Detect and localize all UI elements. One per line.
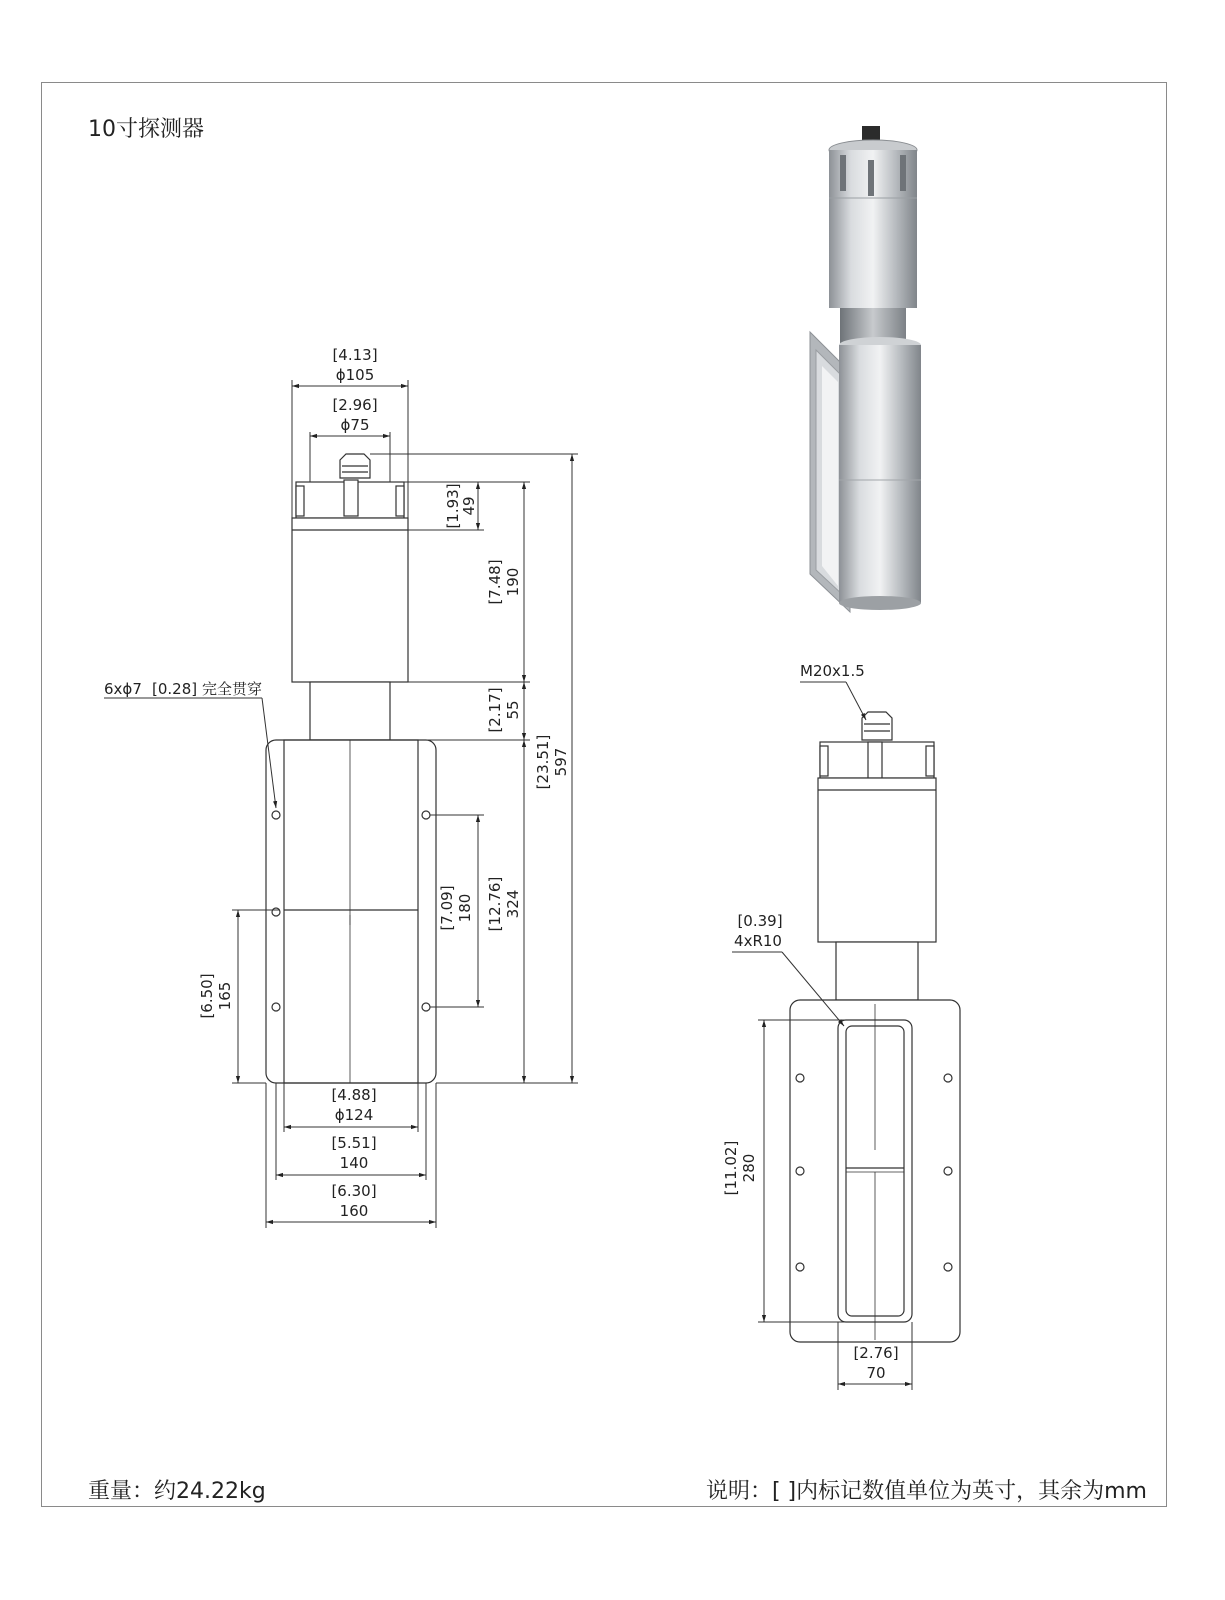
dim-w70: 70	[866, 1364, 886, 1382]
dim-h165: 165	[216, 981, 234, 1011]
dim-w160-in: [6.30]	[331, 1182, 377, 1200]
dim-h190-in: [7.48]	[486, 559, 504, 605]
dim-h280-in: [11.02]	[722, 1140, 740, 1196]
dim-d124: ϕ124	[334, 1106, 374, 1124]
dim-d105-in: [4.13]	[332, 346, 378, 364]
dim-h55: 55	[504, 700, 522, 720]
front-elevation-view	[266, 454, 436, 1083]
side-elevation-view	[790, 712, 960, 1342]
dim-h324: 324	[504, 889, 522, 919]
dim-w140-in: [5.51]	[331, 1134, 377, 1152]
holes-callout-prefix: 6xϕ7	[104, 680, 142, 698]
dim-h180-in: [7.09]	[438, 885, 456, 931]
holes-callout-suffix: 完全贯穿	[202, 680, 263, 698]
dim-h190: 190	[504, 567, 522, 597]
dim-w70-in: [2.76]	[853, 1344, 899, 1362]
dim-d75-in: [2.96]	[332, 396, 378, 414]
dim-h49-in: [1.93]	[444, 483, 462, 529]
holes-callout-inch: [0.28]	[152, 680, 198, 698]
dim-d75: ϕ75	[340, 416, 370, 434]
dim-h280: 280	[740, 1153, 758, 1183]
thread-callout: M20x1.5	[800, 662, 865, 680]
dim-h49: 49	[460, 496, 478, 516]
dim-r10: 4xR10	[734, 932, 782, 950]
dim-r10-in: [0.39]	[737, 912, 783, 930]
dim-h324-in: [12.76]	[486, 876, 504, 932]
isometric-render	[810, 126, 921, 612]
dim-d105: ϕ105	[335, 366, 375, 384]
dim-h180: 180	[456, 893, 474, 923]
dim-h165-in: [6.50]	[198, 973, 216, 1019]
weight-note: 重量：约24.22kg	[88, 1479, 266, 1504]
unit-note: 说明：[ ]内标记数值单位为英寸，其余为mm	[705, 1479, 1147, 1504]
dim-h597: 597	[552, 747, 570, 777]
dim-h597-in: [23.51]	[534, 734, 552, 790]
dim-w160: 160	[339, 1202, 369, 1220]
dim-h55-in: [2.17]	[486, 687, 504, 733]
dim-d124-in: [4.88]	[331, 1086, 377, 1104]
drawing-title: 10寸探测器	[88, 117, 204, 142]
dim-w140: 140	[339, 1154, 369, 1172]
